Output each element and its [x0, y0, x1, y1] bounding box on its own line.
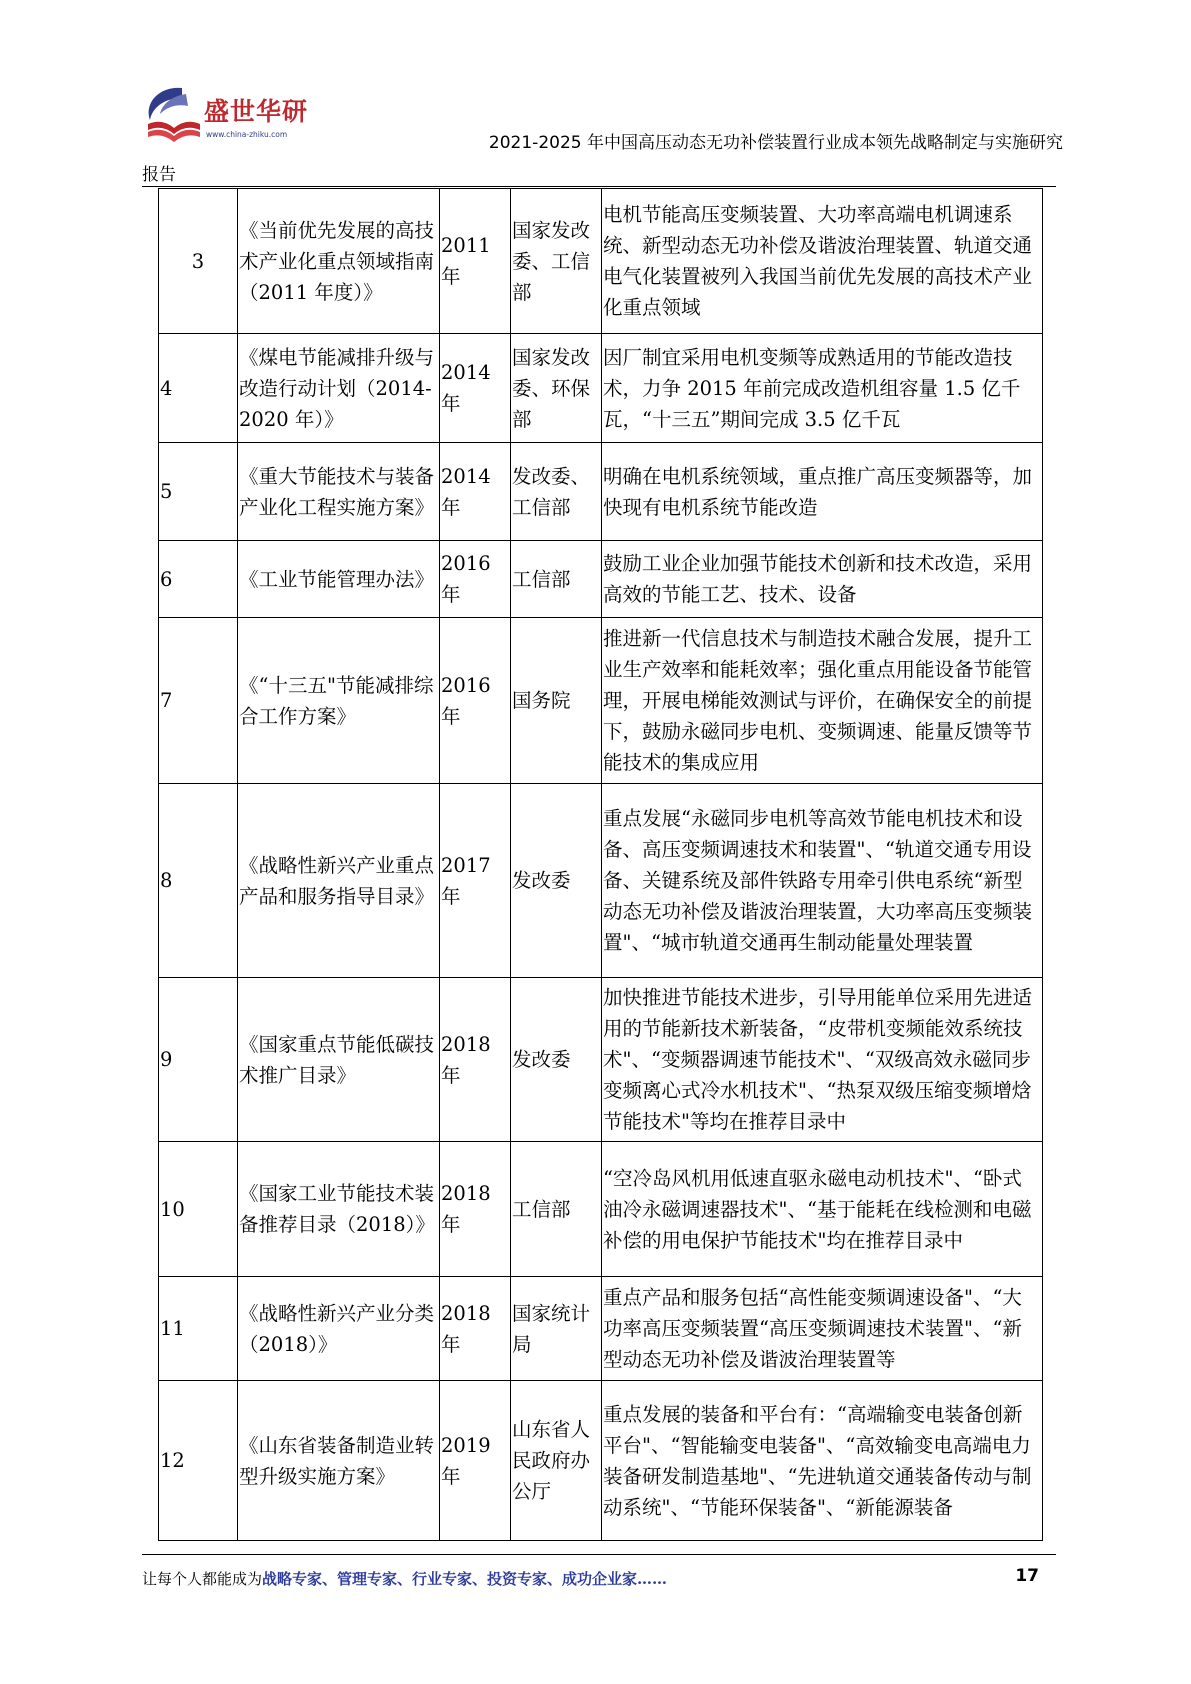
slogan-roles: 战略专家、管理专家、行业专家、投资专家、成功企业家……: [262, 1570, 668, 1588]
issuing-department: 发改委: [511, 784, 602, 978]
row-number: 3: [159, 189, 238, 334]
table-row: [159, 1381, 1043, 1541]
document-title: 2021-2025 年中国高压动态无功补偿装置行业成本领先战略制定与实施研究: [488, 133, 1063, 153]
policy-content: 重点发展“永磁同步电机等高效节能电机技术和设备、高压变频调速技术和装置"、“轨道交通专用设备、关键系统及部件铁路专用牵引供电系统“新型动态无功补偿及谐波治理装置，大功率高压变频装置"、“城市轨道交通再生制动能量处理装置: [602, 784, 1043, 978]
policy-content: 因厂制宜采用电机变频等成熟适用的节能改造技术，力争 2015 年前完成改造机组容量 1.5 亿千瓦，“十三五”期间完成 3.5 亿千瓦: [602, 334, 1043, 443]
row-number: 9: [159, 978, 238, 1142]
header-divider: [142, 186, 1056, 187]
issuing-department: 国家发改委、工信部: [511, 189, 602, 334]
policy-year: 2018 年: [440, 1277, 511, 1381]
company-logo: [142, 84, 312, 150]
logo-url: www.china-zhiku.com: [206, 130, 288, 139]
row-number: 10: [159, 1142, 238, 1277]
table-row: [159, 1142, 1043, 1277]
policy-name: 《工业节能管理办法》: [238, 541, 440, 618]
policy-content: 重点产品和服务包括“高性能变频调速设备"、“大功率高压变频装置“高压变频调速技术装置"、“新型动态无功补偿及谐波治理装置等: [602, 1277, 1043, 1381]
policy-content: “空冷岛风机用低速直驱永磁电动机技术"、“卧式油冷永磁调速器技术"、“基于能耗在线检测和电磁补偿的用电保护节能技术"均在推荐目录中: [602, 1142, 1043, 1277]
policy-name: 《战略性新兴产业分类（2018）》: [238, 1277, 440, 1381]
table-row: [159, 978, 1043, 1142]
table-row: [159, 189, 1043, 334]
row-number: 5: [159, 443, 238, 541]
issuing-department: 国家发改委、环保部: [511, 334, 602, 443]
policy-year: 2017 年: [440, 784, 511, 978]
row-number: 4: [159, 334, 238, 443]
row-number: 7: [159, 618, 238, 784]
policy-year: 2014 年: [440, 334, 511, 443]
policy-name: 《战略性新兴产业重点产品和服务指导目录》: [238, 784, 440, 978]
issuing-department: 发改委、工信部: [511, 443, 602, 541]
row-number: 12: [159, 1381, 238, 1541]
logo-mark-icon: [142, 84, 204, 146]
issuing-department: 山东省人民政府办公厅: [511, 1381, 602, 1541]
table-row: [159, 1277, 1043, 1381]
policy-year: 2016 年: [440, 618, 511, 784]
issuing-department: 工信部: [511, 541, 602, 618]
policy-name: 《重大节能技术与装备产业化工程实施方案》: [238, 443, 440, 541]
document-title-continued: 报告: [142, 165, 176, 185]
policy-year: 2018 年: [440, 1142, 511, 1277]
policy-name: 《煤电节能减排升级与改造行动计划（2014-2020 年）》: [238, 334, 440, 443]
table-row: [159, 541, 1043, 618]
footer-slogan: [142, 1568, 667, 1589]
policy-name: 《国家工业节能技术装备推荐目录（2018）》: [238, 1142, 440, 1277]
policy-name: 《“十三五"节能减排综合工作方案》: [238, 618, 440, 784]
policy-name: 《山东省装备制造业转型升级实施方案》: [238, 1381, 440, 1541]
policy-content: 加快推进节能技术进步，引导用能单位采用先进适用的节能新技术新装备，“皮带机变频能效系统技术"、“变频器调速节能技术"、“双级高效永磁同步变频离心式冷水机技术"、“热泵双级压缩变频增焓节能技术"等均在推荐目录中: [602, 978, 1043, 1142]
slogan-prefix: 让每个人都能成为: [142, 1570, 263, 1588]
row-number: 11: [159, 1277, 238, 1381]
policy-year: 2014 年: [440, 443, 511, 541]
policy-content: 电机节能高压变频装置、大功率高端电机调速系统、新型动态无功补偿及谐波治理装置、轨道交通电气化装置被列入我国当前优先发展的高技术产业化重点领域: [602, 189, 1043, 334]
policy-year: 2018 年: [440, 978, 511, 1142]
policy-content: 鼓励工业企业加强节能技术创新和技术改造，采用高效的节能工艺、技术、设备: [602, 541, 1043, 618]
policy-name: 《国家重点节能低碳技术推广目录》: [238, 978, 440, 1142]
policy-content: 推进新一代信息技术与制造技术融合发展，提升工业生产效率和能耗效率；强化重点用能设备节能管理，开展电梯能效测试与评价，在确保安全的前提下，鼓励永磁同步电机、变频调速、能量反馈等节能技术的集成应用: [602, 618, 1043, 784]
page-number: 17: [1015, 1566, 1039, 1586]
issuing-department: 工信部: [511, 1142, 602, 1277]
table-row: [159, 784, 1043, 978]
policy-name: 《当前优先发展的高技术产业化重点领域指南（2011 年度）》: [238, 189, 440, 334]
row-number: 8: [159, 784, 238, 978]
policy-table: [158, 188, 1043, 1541]
row-number: 6: [159, 541, 238, 618]
policy-year: 2016 年: [440, 541, 511, 618]
footer-divider: [142, 1554, 1056, 1555]
policy-content: 明确在电机系统领域，重点推广高压变频器等，加快现有电机系统节能改造: [602, 443, 1043, 541]
table-row: [159, 334, 1043, 443]
table-row: [159, 618, 1043, 784]
policy-content: 重点发展的装备和平台有：“高端输变电装备创新平台"、“智能输变电装备"、“高效输变电高端电力装备研发制造基地"、“先进轨道交通装备传动与制动系统"、“节能环保装备"、“新能源装备: [602, 1381, 1043, 1541]
issuing-department: 国家统计局: [511, 1277, 602, 1381]
policy-year: 2019 年: [440, 1381, 511, 1541]
issuing-department: 国务院: [511, 618, 602, 784]
issuing-department: 发改委: [511, 978, 602, 1142]
logo-name: 盛世华研: [204, 97, 309, 126]
policy-year: 2011 年: [440, 189, 511, 334]
table-row: [159, 443, 1043, 541]
